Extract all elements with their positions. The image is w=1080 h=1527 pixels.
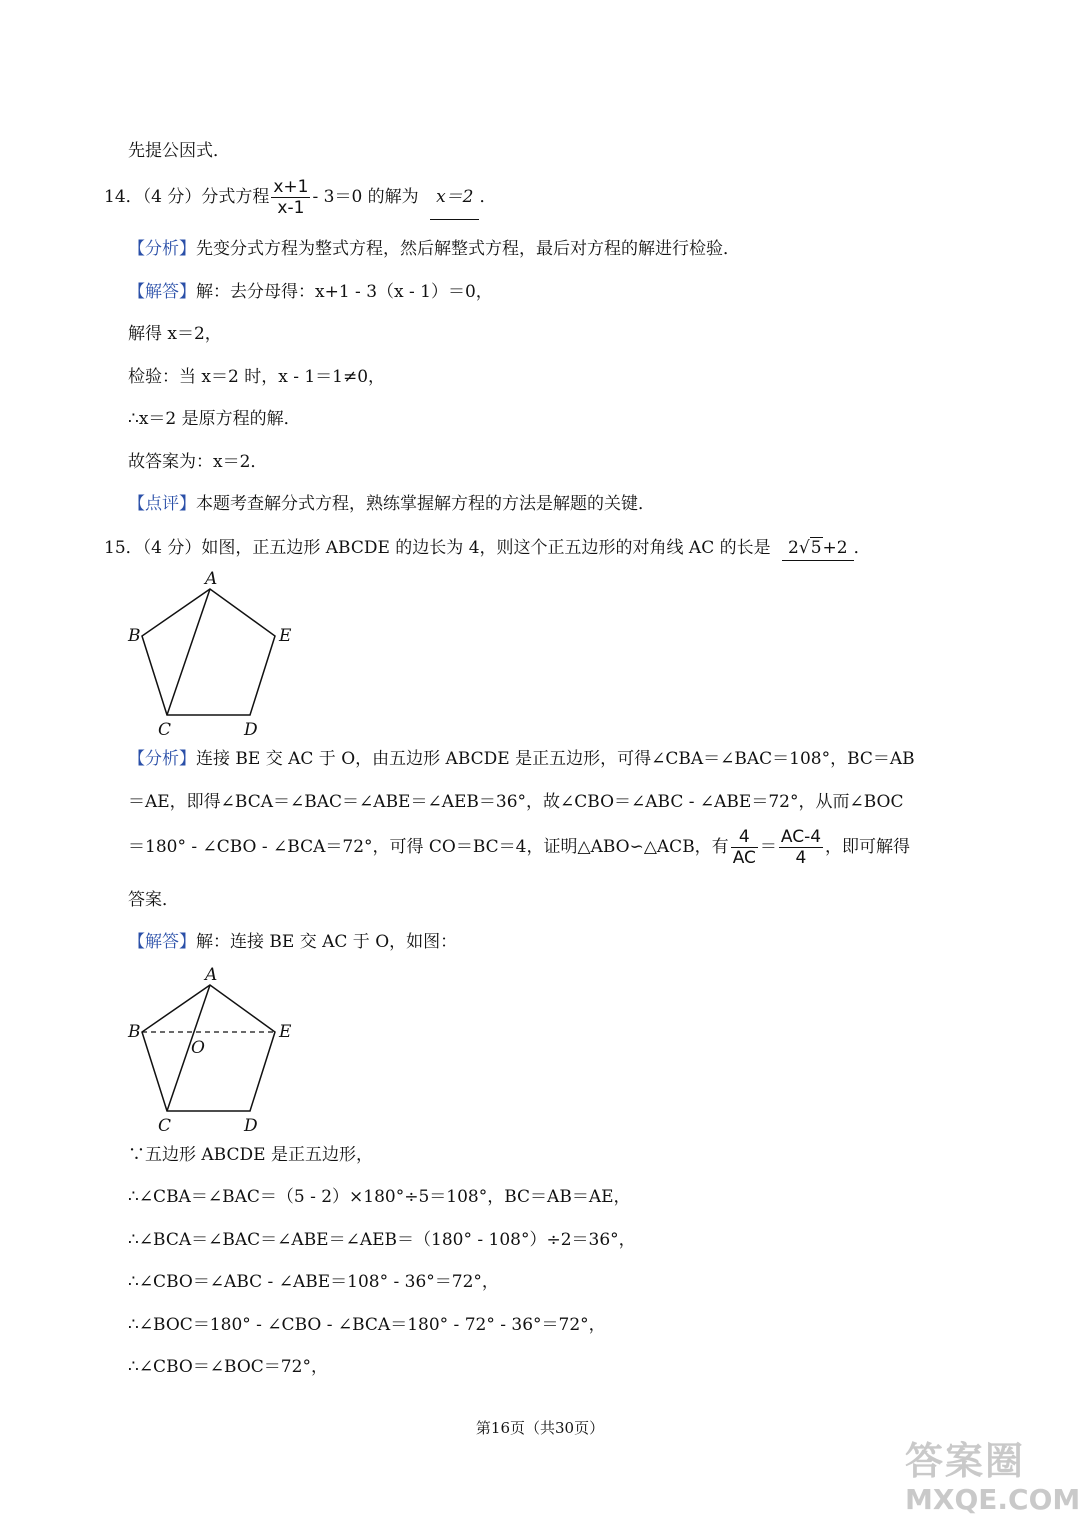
vertex-label: D: [244, 1116, 258, 1136]
text-line: 检验：当 x＝2 时，x - 1＝1≠0，: [128, 367, 386, 387]
step-line: ∴∠CBO＝∠ABC - ∠ABE＝108° - 36°＝72°，: [128, 1272, 499, 1292]
solution-tag: 【解答】: [128, 932, 196, 952]
vertex-label: A: [205, 965, 218, 985]
q14-number: 14．（4 分）分式方程: [104, 187, 270, 207]
fraction-denominator: AC: [732, 848, 756, 868]
text-line: 解得 x＝2，: [128, 324, 222, 344]
pentagon-figure-2: [120, 961, 320, 1136]
comment-14: [128, 492, 655, 516]
analysis-15: [128, 747, 915, 771]
intersection-label: O: [191, 1038, 205, 1058]
step-line: ∴∠BOC＝180° - ∠CBO - ∠BCA＝180° - 72° - 36°＝72°，: [128, 1315, 606, 1335]
fraction-denominator: 4: [795, 848, 807, 868]
solution-14: [128, 280, 493, 304]
fraction-denominator: x-1: [277, 198, 305, 218]
analysis-text: ＝180° - ∠CBO - ∠BCA＝72°，可得 CO＝BC＝4，证明△ABO∽△ACB，有: [128, 837, 729, 857]
comment-text: 本题考查解分式方程，熟练掌握解方程的方法是解题的关键．: [196, 494, 655, 514]
vertex-label: E: [279, 1022, 292, 1042]
answer-radicand: 5: [810, 538, 822, 558]
page-footer: 第16页（共30页）: [475, 1419, 605, 1437]
watermark-url: MXQE.COM: [905, 1483, 1080, 1516]
analysis-tag: 【分析】: [128, 749, 196, 769]
equals-sign: ＝: [759, 837, 777, 857]
vertex-label: C: [158, 1116, 172, 1136]
q15-text: 15．（4 分）如图，正五边形 ABCDE 的边长为 4，则这个正五边形的对角线 AC 的长是: [104, 538, 771, 558]
analysis-text: ，即可解得: [825, 837, 911, 857]
answer-constant: +2: [822, 538, 848, 558]
vertex-label: B: [128, 1022, 141, 1042]
vertex-label: C: [158, 720, 172, 740]
comment-tag: 【点评】: [128, 494, 196, 514]
answer-blank: [430, 175, 479, 220]
question-14: [104, 175, 496, 220]
fraction-numerator: AC-4: [780, 827, 822, 847]
vertex-label: D: [244, 720, 258, 740]
vertex-label: A: [205, 569, 218, 589]
answer-coefficient: 2: [788, 538, 799, 558]
analysis-14: [128, 237, 740, 261]
vertex-label: E: [279, 626, 292, 646]
text-line-with-fractions: [128, 825, 910, 869]
text-line: 先提公因式．: [128, 141, 230, 161]
watermark-logo: [905, 1430, 1080, 1522]
question-15: [104, 536, 871, 561]
answer-blank: 2√5+2: [782, 536, 854, 561]
fraction-numerator: x+1: [273, 177, 309, 197]
fraction: [779, 827, 823, 868]
analysis-text: 先变分式方程为整式方程，然后解整式方程，最后对方程的解进行检验．: [196, 239, 740, 259]
q15-end: ．: [853, 538, 871, 558]
solution-15: [128, 930, 457, 954]
step-line: ∵五边形 ABCDE 是正五边形，: [128, 1145, 373, 1165]
q14-text: - 3＝0 的解为: [312, 187, 419, 207]
pentagon-figure-1: [120, 565, 320, 740]
text-line: 故答案为：x＝2．: [128, 452, 268, 472]
watermark-text: 答案圈: [905, 1439, 1026, 1483]
step-line: ∴∠BCA＝∠BAC＝∠ABE＝∠AEB＝（180° - 108°）÷2＝36°，: [128, 1230, 636, 1250]
text-line: ∴x＝2 是原方程的解．: [128, 409, 301, 429]
vertex-label: B: [128, 626, 141, 646]
fraction: [271, 177, 310, 218]
fraction-numerator: 4: [731, 827, 758, 848]
answer-value: x＝2: [436, 187, 474, 207]
solution-text: 解：连接 BE 交 AC 于 O，如图：: [196, 932, 458, 952]
text-line: 答案．: [128, 890, 179, 910]
solution-tag: 【解答】: [128, 282, 196, 302]
analysis-tag: 【分析】: [128, 239, 196, 259]
step-line: ∴∠CBA＝∠BAC＝（5 - 2）×180°÷5＝108°，BC＝AB＝AE，: [128, 1187, 631, 1207]
fraction: [731, 827, 758, 868]
text-line: ＝AE，即得∠BCA＝∠BAC＝∠ABE＝∠AEB＝36°，故∠CBO＝∠ABC - ∠ABE＝72°，从而∠BOC: [128, 792, 904, 812]
solution-text: 解：去分母得：x+1 - 3（x - 1）＝0，: [196, 282, 493, 302]
q14-end: ．: [479, 187, 497, 207]
step-line: ∴∠CBO＝∠BOC＝72°，: [128, 1357, 328, 1377]
analysis-text: 连接 BE 交 AC 于 O，由五边形 ABCDE 是正五边形，可得∠CBA＝∠BAC＝108°，BC＝AB: [196, 749, 915, 769]
